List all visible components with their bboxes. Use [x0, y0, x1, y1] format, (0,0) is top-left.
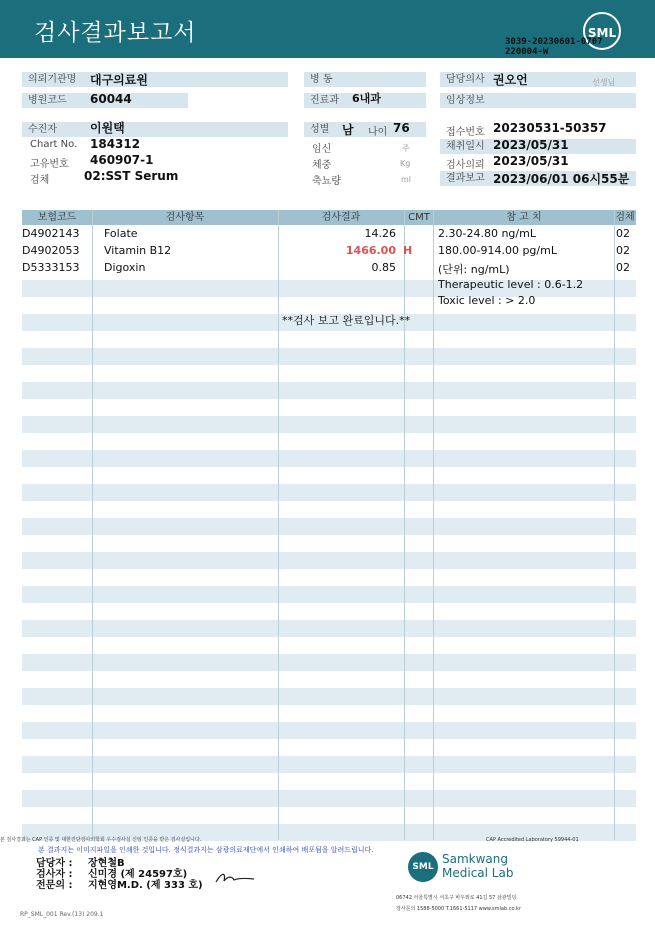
row3-code: D5333153 — [22, 261, 80, 274]
row1-reference: 2.30-24.80 ng/mL — [438, 227, 536, 240]
sex-label: 성별 — [304, 122, 426, 137]
report-value: 2023/06/01 06시55분 — [493, 172, 630, 186]
header-code: 보험코드 — [37, 212, 77, 223]
request-label: 검사의뢰 — [446, 160, 485, 171]
table-row-band — [22, 348, 636, 365]
hospital-code-value: 60044 — [90, 92, 132, 106]
sex-value: 남 — [342, 123, 354, 137]
column-divider — [92, 210, 93, 840]
lab-contact: 검사문의 1588-5000 T.1661-5117 www.smlab.co.kr — [396, 906, 521, 912]
print-notice: 본 결과지는 이미지파일을 인쇄한 것입니다. 정식결과지는 삼광의료재단에서 인쇄하여 배포됨을 알려드립니다. — [38, 846, 374, 854]
reference-therapeutic: Therapeutic level : 0.6-1.2 — [438, 278, 584, 291]
doctor-value: 권오언 — [493, 73, 528, 87]
column-divider — [433, 210, 434, 840]
column-divider — [278, 210, 279, 840]
table-row-band — [22, 790, 636, 807]
table-row-band — [22, 552, 636, 569]
patient-value: 이원택 — [90, 121, 125, 135]
specimen-label: 검체 — [30, 175, 50, 186]
age-label: 나이 — [368, 127, 388, 138]
report-code-line1: 3039-20230601-0707 — [505, 37, 603, 47]
report-label: 결과보고 — [440, 171, 636, 186]
header-specimen: 검체 — [615, 212, 635, 223]
row3-result: 0.85 — [371, 261, 396, 274]
dept-value: 6내과 — [352, 92, 381, 105]
table-row-band — [22, 382, 636, 399]
lab-name-line2: Medical Lab — [442, 866, 514, 880]
examiner-label: 검사자 : — [36, 869, 73, 880]
pregnancy-unit: 주 — [402, 144, 410, 153]
chart-label: Chart No. — [30, 139, 78, 150]
header-cmt: CMT — [408, 212, 430, 223]
fine-print: 본 검사결과는 CAP 인증 및 대한진단검사의학회 우수검사실 신임 인증을 받은 검사실입니다. — [0, 837, 202, 843]
row3-item: Digoxin — [104, 261, 146, 274]
urine-label: 축뇨량 — [312, 176, 341, 187]
table-row-band — [22, 620, 636, 637]
column-divider — [614, 210, 615, 840]
header-reference: 참 고 치 — [506, 212, 542, 223]
weight-unit: Kg — [400, 159, 411, 168]
row1-result: 14.26 — [364, 227, 396, 240]
row1-specimen: 02 — [616, 227, 630, 240]
request-value: 2023/05/31 — [493, 154, 569, 168]
pregnancy-label: 임신 — [312, 144, 332, 155]
urine-unit: ml — [401, 175, 412, 184]
patient-label: 수진자 — [22, 122, 288, 137]
doctor-suffix: 선생님 — [592, 78, 616, 87]
cap-accreditation: CAP Accredited Laboratory 59944-01 — [486, 837, 579, 843]
table-row-band — [22, 586, 636, 603]
row2-item: Vitamin B12 — [104, 244, 172, 257]
examiner-value: 신미경 (제 24597호) — [88, 869, 188, 880]
table-row-band — [22, 518, 636, 535]
report-code-line2: 220004-W — [505, 47, 549, 57]
row2-code: D4902053 — [22, 244, 80, 257]
row3-specimen: 02 — [616, 261, 630, 274]
lab-name — [442, 852, 513, 880]
row3-reference: (단위: ng/mL) — [438, 263, 510, 276]
row2-specimen: 02 — [616, 244, 630, 257]
row2-result: 1466.00 — [345, 244, 396, 257]
age-value: 76 — [393, 121, 410, 135]
lab-address: 06742 서울특별시 서초구 바우뫼로 41길 57 삼광빌딩 — [396, 895, 517, 901]
specialist-label: 전문의 : — [36, 880, 73, 891]
row1-item: Folate — [104, 227, 138, 240]
table-row-band — [22, 722, 636, 739]
specimen-value: 02:SST Serum — [84, 169, 179, 183]
id-value: 460907-1 — [90, 153, 154, 167]
collect-value: 2023/05/31 — [493, 138, 569, 152]
ward-label: 병 동 — [304, 72, 426, 87]
header-item: 검사항목 — [165, 212, 205, 223]
institution-label: 의뢰기관명 — [22, 72, 288, 87]
collect-label: 채취일시 — [440, 139, 636, 154]
reporter-value: 장현철B — [88, 858, 125, 869]
signature-icon — [214, 868, 256, 886]
table-row-band — [22, 484, 636, 501]
form-id: RP_SML_001 Rev.(13) 209.1 — [20, 911, 104, 918]
table-row-band — [22, 756, 636, 773]
specialist-value: 지현영M.D. (제 333 호) — [88, 880, 203, 891]
row2-reference: 180.00-914.00 pg/mL — [438, 244, 557, 257]
clinical-label: 임상정보 — [440, 93, 636, 108]
id-label: 고유번호 — [30, 159, 69, 170]
header-result: 검사결과 — [321, 212, 361, 223]
receipt-label: 접수번호 — [446, 127, 485, 138]
weight-label: 체중 — [312, 160, 332, 171]
hospital-code-label: 병원코드 — [22, 93, 188, 108]
column-divider — [404, 210, 405, 840]
completion-note: **검사 보고 완료입니다.** — [282, 314, 411, 327]
row2-flag: H — [403, 244, 413, 257]
doctor-label: 담당의사 — [440, 72, 636, 87]
reporter-label: 담당자 : — [36, 858, 73, 869]
sml-logo: SML — [583, 12, 621, 50]
table-row-band — [22, 688, 636, 705]
receipt-value: 20230531-50357 — [493, 121, 607, 135]
dept-label: 진료과 — [304, 93, 426, 108]
lab-name-line1: Samkwang — [442, 852, 508, 866]
reference-toxic: Toxic level : > 2.0 — [438, 294, 536, 307]
table-row-band — [22, 416, 636, 433]
table-row-band — [22, 450, 636, 467]
table-row-band — [22, 654, 636, 671]
lab-logo: SML — [408, 852, 438, 882]
institution-value: 대구의료원 — [90, 73, 148, 87]
row1-code: D4902143 — [22, 227, 80, 240]
chart-value: 184312 — [90, 137, 141, 151]
page-title: 검사결과보고서 — [34, 20, 197, 46]
